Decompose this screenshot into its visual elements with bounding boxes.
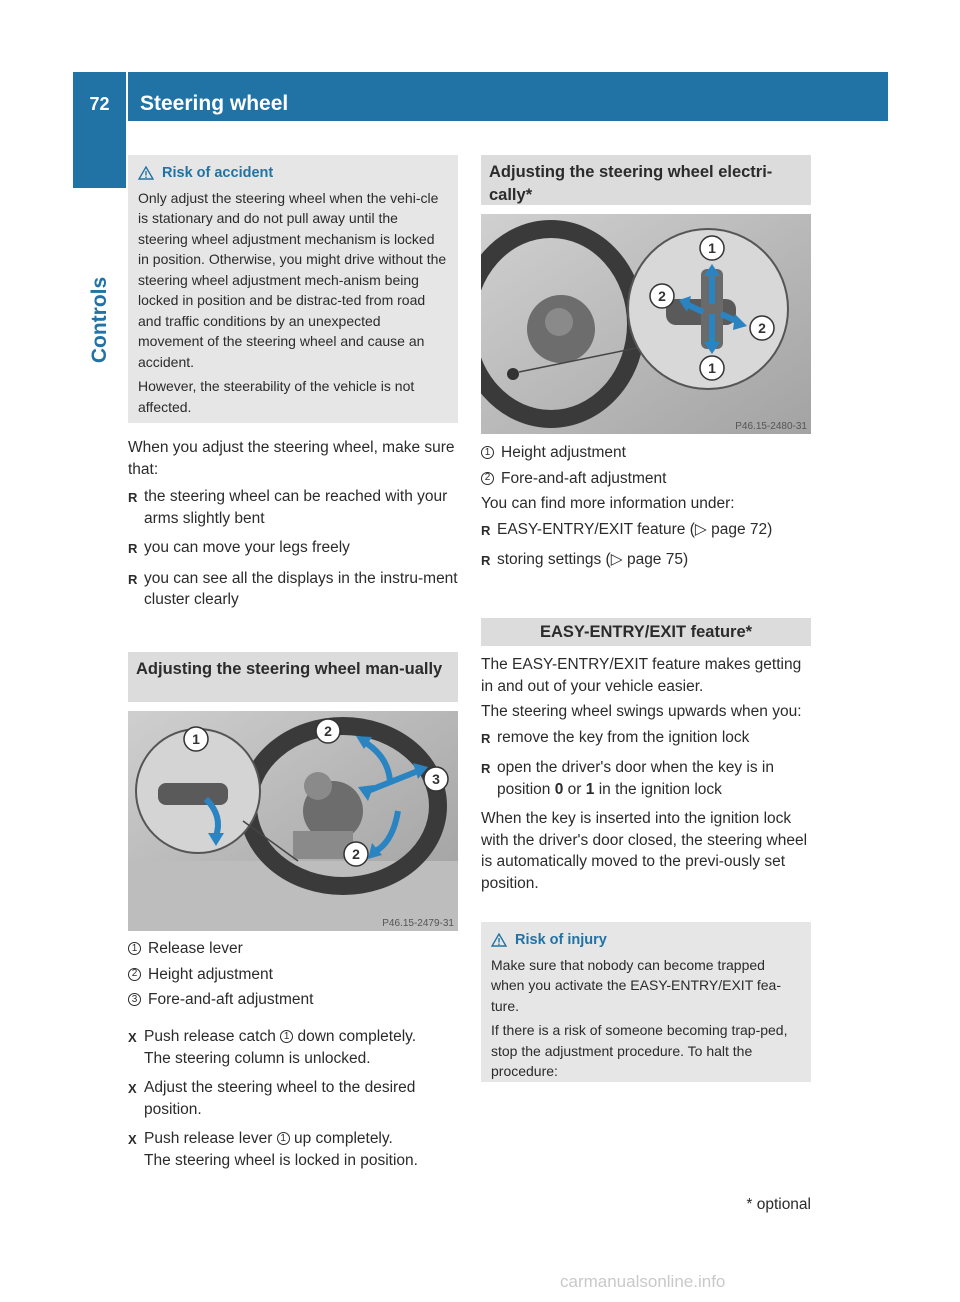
svg-text:2: 2 [352,846,360,862]
warning-box-accident [128,155,458,423]
list-item: R the steering wheel can be reached with your arms slightly bent [128,488,448,527]
intro-block [128,437,458,619]
section-heading-electric: Adjusting the steering wheel electri-cally* [481,155,811,205]
svg-text:2: 2 [658,288,666,304]
step-item: X Push release catch 1 down completely. The steering column is unlocked. [128,1028,417,1067]
svg-text:1: 1 [708,360,716,376]
more-info-text: You can find more information under: [481,495,735,512]
warning-triangle-icon [491,933,507,947]
warning-text-2: However, the steerability of the vehicle is not affected. [138,378,415,415]
legend-item: 2 Fore-and-aft adjustment [481,468,811,490]
list-item: R remove the key from the ignition lock [481,728,750,746]
list-item: R open the driver's door when the key is in position 0 or 1 in the ignition lock [481,759,774,798]
easy-entry-body [481,654,811,898]
page-title: Steering wheel [140,92,289,115]
ref-link-easy-entry[interactable]: R EASY-ENTRY/EXIT feature (▷ page 72) [481,520,773,538]
section-heading-easy-entry: EASY-ENTRY/EXIT feature* [481,618,811,646]
optional-footnote: * optional [746,1196,811,1213]
steps-manual [128,1026,458,1179]
svg-text:2: 2 [324,723,332,739]
header-divider [126,72,128,121]
side-tab [73,121,126,188]
side-label: Controls [87,276,111,364]
list-item: R you can see all the displays in the instru-ment cluster clearly [128,569,458,608]
svg-text:2: 2 [758,320,766,336]
section-heading-manual: Adjusting the steering wheel man-ually [128,652,458,702]
steering-manual-image [128,711,458,931]
watermark: carmanualsonline.info [560,1272,726,1291]
warning-text-2: If there is a risk of someone becoming trap-ped, stop the adjustment procedure. To halt the procedure: [491,1022,788,1079]
step-item: X Adjust the steering wheel to the desired position. [128,1079,416,1118]
svg-text:3: 3 [432,771,440,787]
image-code: P46.15-2480-31 [735,421,807,432]
easy-entry-para-1: The EASY-ENTRY/EXIT feature makes getting in and out of your vehicle easier. [481,656,802,695]
list-item: R you can move your legs freely [128,539,350,556]
image-code: P46.15-2479-31 [382,918,454,929]
svg-text:1: 1 [708,240,716,256]
warning-box-injury [481,922,811,1082]
intro-text: When you adjust the steering wheel, make sure that: [128,439,455,478]
legend-manual [128,938,458,1015]
legend-item: 2 Height adjustment [128,964,458,986]
legend-electric [481,442,811,580]
warning-triangle-icon [138,166,154,180]
legend-item: 1 Release lever [128,938,458,960]
step-item: X Push release lever 1 up completely. The steering wheel is locked in position. [128,1130,418,1169]
ref-link-storing-settings[interactable]: R storing settings (▷ page 75) [481,551,689,568]
warning-title: Risk of injury [491,930,801,951]
steering-electric-image [481,214,811,434]
easy-entry-para-2: The steering wheel swings upwards when you: [481,703,802,720]
warning-text: Only adjust the steering wheel when the vehi-cle is stationary and do not pull away until the steering wheel adjustment mechanism is locked in position. Otherwise, you might drive without the steering wheel adjustment mech-anism being locked in position and be distrac-ted from road and traffic conditions by an unexpected movement of the steering wheel and cause an accident. [138,189,447,370]
easy-entry-para-3: When the key is inserted into the ignition lock with the driver's door closed, the steering wheel is automatically moved to the previ-ously set position. [481,810,808,892]
svg-text:1: 1 [192,731,200,747]
legend-item: 3 Fore-and-aft adjustment [128,989,458,1011]
page-number: 72 [89,94,110,114]
warning-title: Risk of accident [138,163,448,184]
warning-text: Make sure that nobody can become trapped when you activate the EASY-ENTRY/EXIT fea-ture. [491,956,782,1014]
legend-item: 1 Height adjustment [481,442,811,464]
